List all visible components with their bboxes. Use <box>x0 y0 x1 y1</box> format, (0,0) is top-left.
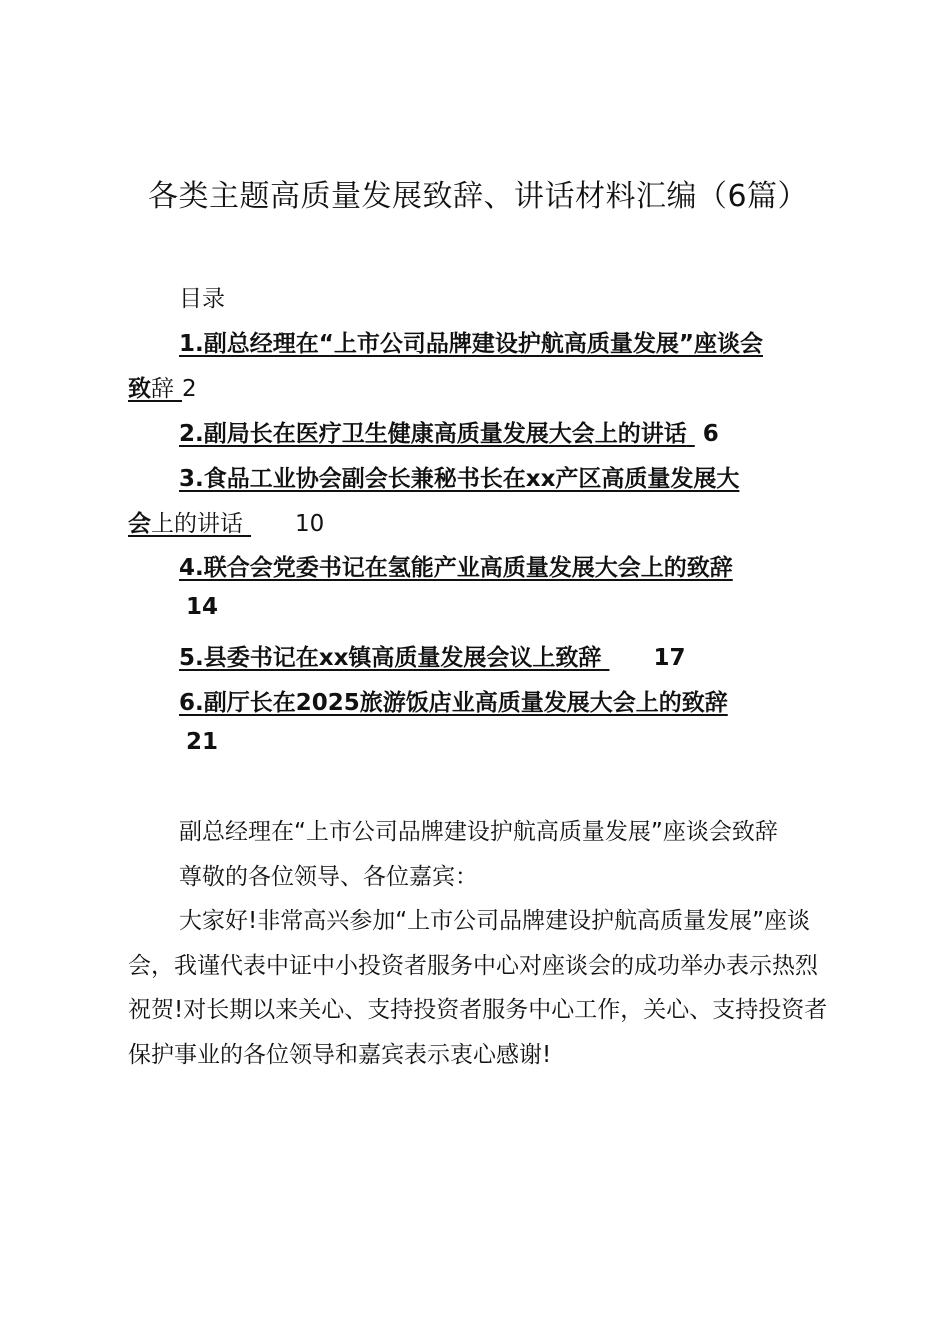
toc-item-3-title[interactable]: 3.食品工业协会副会长兼秘书长在xx产区高质量发展大 <box>179 466 740 492</box>
toc-item-4-title[interactable]: 4.联合会党委书记在氢能产业高质量发展大会上的致辞 <box>179 555 733 581</box>
toc-item-4[interactable] <box>128 549 899 582</box>
toc-item-4-page[interactable]: 14 <box>186 594 219 620</box>
toc-item-1[interactable] <box>128 325 899 358</box>
toc-item-1-title[interactable]: 1.副总经理在“上市公司品牌建设护航高质量发展”座谈会 <box>179 331 763 357</box>
toc-item-3-title-end[interactable]: 会 <box>128 511 151 537</box>
section-title: 副总经理在“上市公司品牌建设护航高质量发展”座谈会致辞 <box>179 819 778 845</box>
toc-item-6-page[interactable]: 21 <box>186 729 219 755</box>
toc-item-3-title-end-plain[interactable]: 上的讲话 <box>151 511 243 537</box>
toc-item-2-page[interactable]: 6 <box>702 421 719 447</box>
salutation: 尊敬的各位领导、各位嘉宾： <box>179 863 478 890</box>
toc-item-5[interactable] <box>128 639 899 672</box>
toc-item-1-title-end[interactable]: 致 <box>128 376 151 402</box>
toc-item-6-continued[interactable] <box>128 729 848 755</box>
toc-item-6[interactable] <box>128 684 899 717</box>
toc-item-1-continued[interactable] <box>128 370 848 403</box>
toc-item-5-title[interactable]: 5.县委书记在xx镇高质量发展会议上致辞 <box>179 645 602 671</box>
toc-heading: 目录 <box>179 286 225 312</box>
toc-item-2-title[interactable]: 2.副局长在医疗卫生健康高质量发展大会上的讲话 <box>179 421 687 447</box>
toc-item-3[interactable] <box>128 460 899 493</box>
toc-item-1-page[interactable]: 2 <box>182 376 197 402</box>
toc-item-2[interactable] <box>128 415 899 448</box>
toc-item-1-title-end-plain[interactable]: 辞 <box>151 376 174 402</box>
document-title: 各类主题高质量发展致辞、讲话材料汇编（6篇） <box>147 179 809 214</box>
toc-item-5-page[interactable]: 17 <box>653 645 686 671</box>
toc-item-3-continued[interactable] <box>128 505 848 538</box>
toc-item-6-title[interactable]: 6.副厅长在2025旅游饭店业高质量发展大会上的致辞 <box>179 690 728 716</box>
toc-item-3-page[interactable]: 10 <box>295 511 325 537</box>
toc-item-4-continued[interactable] <box>128 594 848 620</box>
body-paragraph-1: 大家好!非常高兴参加“上市公司品牌建设护航高质量发展”座谈会，我谨代表中证中小投资者服务中心对座谈会的成功举办表示热烈祝贺!对长期以来关心、支持投资者服务中心工作，关心、支持投资者保护事业的各位领导和嘉宾表示衷心感谢! <box>128 908 828 1068</box>
speech-body <box>128 810 834 1077</box>
